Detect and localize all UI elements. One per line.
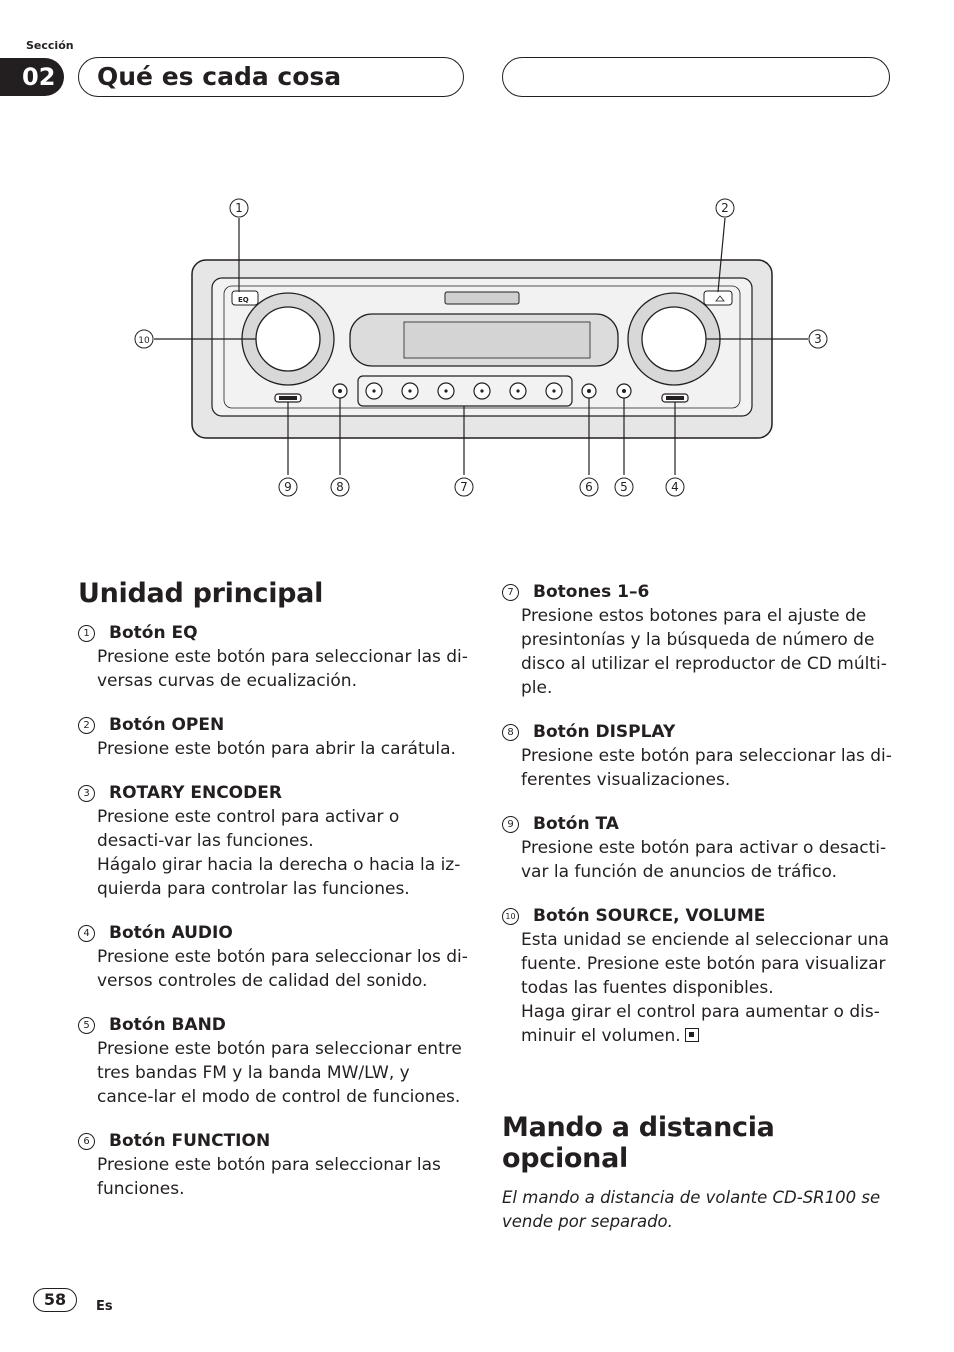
item-text: Presione este botón para seleccionar las di-ferentes visualizaciones.: [521, 746, 892, 790]
callout-9: 9: [284, 480, 292, 494]
item-text: Haga girar el control para aumentar o dis-minuir el volumen.: [521, 1002, 880, 1046]
item-title: Botón BAND: [109, 1015, 226, 1035]
rotary-encoder-knob[interactable]: [642, 307, 706, 371]
page-number: 58: [33, 1288, 77, 1312]
item-audio: [78, 921, 468, 993]
cd-slot: [445, 292, 519, 304]
function-button-dot: [587, 389, 591, 393]
item-title: Botón EQ: [109, 623, 198, 643]
callout-8: 8: [336, 480, 344, 494]
preset-button-1-dot: [372, 389, 375, 392]
item-number: 5: [78, 1017, 95, 1034]
preset-button-4-dot: [480, 389, 483, 392]
callout-1: 1: [235, 201, 243, 215]
remote-text: El mando a distancia de volante CD-SR100 se vende por separado.: [502, 1188, 881, 1231]
item-function: [78, 1129, 468, 1201]
item-title: Botón SOURCE, VOLUME: [533, 906, 766, 926]
audio-button-mark: [666, 396, 684, 400]
right-column: [502, 580, 892, 1234]
section-label: Sección: [26, 39, 74, 52]
language-code: Es: [96, 1299, 113, 1314]
item-rotary-encoder: [78, 781, 468, 901]
preset-button-3-dot: [444, 389, 447, 392]
item-number: 9: [502, 816, 519, 833]
item-ta: [502, 812, 892, 884]
item-text: Presione este botón para seleccionar los di-versos controles de calidad del sonido.: [97, 947, 468, 991]
item-title: Botón AUDIO: [109, 923, 233, 943]
item-open: [78, 713, 468, 761]
item-title: Botón TA: [533, 814, 619, 834]
item-text: Presione este botón para abrir la carátula.: [97, 739, 456, 759]
header-empty-pill: [502, 57, 890, 97]
head-unit-figure: [120, 190, 840, 510]
item-text: Presione este botón para seleccionar entre tres bandas FM y la banda MW/LW, y cance-lar el modo de control de funciones.: [97, 1039, 462, 1107]
item-number: 10: [502, 908, 519, 925]
item-text: Presione este control para activar o desacti-var las funciones.: [97, 807, 400, 851]
ta-button-mark: [279, 396, 297, 400]
callout-7: 7: [460, 480, 468, 494]
callout-10: 10: [138, 336, 150, 346]
item-text: Presione estos botones para el ajuste de presintonías y la búsqueda de número de disco al utilizar el reproductor de CD múlti-ple.: [521, 606, 887, 698]
remote-heading: Mando a distancia opcional: [502, 1112, 775, 1174]
preset-button-2-dot: [408, 389, 411, 392]
item-title: Botón OPEN: [109, 715, 225, 735]
display-button-dot: [338, 389, 342, 393]
callout-5: 5: [620, 480, 628, 494]
eq-button-label: EQ: [238, 296, 249, 304]
main-unit-column: [78, 578, 468, 1221]
source-volume-knob[interactable]: [256, 307, 320, 371]
item-band: [78, 1013, 468, 1109]
head-unit-diagram: [120, 190, 840, 510]
item-source-volume: [502, 904, 892, 1048]
section-number-badge: 02: [0, 58, 64, 96]
page-title: Qué es cada cosa: [78, 57, 464, 97]
item-number: 2: [78, 717, 95, 734]
callout-3: 3: [814, 332, 822, 346]
item-number: 1: [78, 625, 95, 642]
band-button-dot: [622, 389, 626, 393]
item-text: Esta unidad se enciende al seleccionar una fuente. Presione este botón para visualizar todas las fuentes disponibles.: [521, 930, 890, 998]
item-text: Presione este botón para seleccionar las di-versas curvas de ecualización.: [97, 647, 468, 691]
item-text: Presione este botón para seleccionar las funciones.: [97, 1155, 441, 1199]
item-number: 6: [78, 1133, 95, 1150]
preset-button-6-dot: [552, 389, 555, 392]
item-number: 8: [502, 724, 519, 741]
preset-button-5-dot: [516, 389, 519, 392]
item-number: 3: [78, 785, 95, 802]
item-presets: [502, 580, 892, 700]
item-title: Botones 1–6: [533, 582, 650, 602]
item-display: [502, 720, 892, 792]
item-number: 4: [78, 925, 95, 942]
callout-4: 4: [671, 480, 679, 494]
callout-6: 6: [585, 480, 593, 494]
item-title: Botón FUNCTION: [109, 1131, 271, 1151]
item-eq: [78, 621, 468, 693]
display-screen: [404, 322, 590, 358]
main-unit-heading: Unidad principal: [78, 578, 324, 609]
item-title: ROTARY ENCODER: [109, 783, 282, 803]
callout-2: 2: [721, 201, 729, 215]
end-of-section-icon: [685, 1028, 699, 1042]
item-number: 7: [502, 584, 519, 601]
item-title: Botón DISPLAY: [533, 722, 676, 742]
item-text: Hágalo girar hacia la derecha o hacia la iz-quierda para controlar las funciones.: [97, 855, 461, 899]
item-text: Presione este botón para activar o desacti-var la función de anuncios de tráfico.: [521, 838, 887, 882]
